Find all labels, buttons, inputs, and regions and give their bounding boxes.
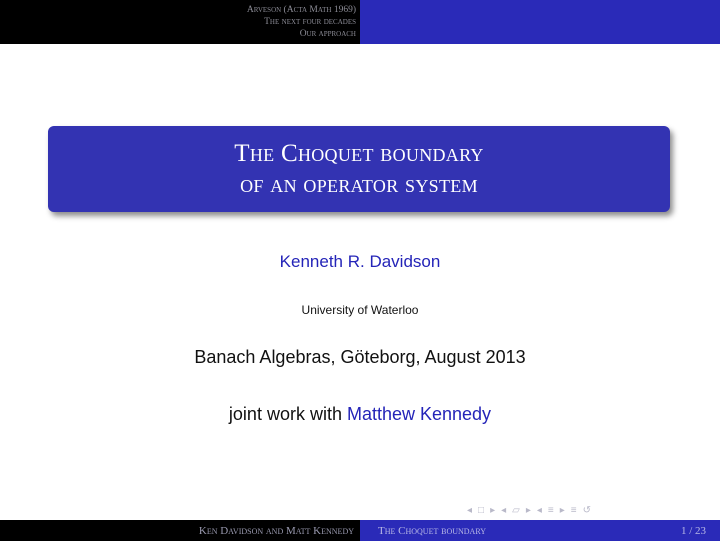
collaborator-name: Matthew Kennedy [346, 404, 492, 424]
search-icon[interactable]: ↺ [582, 504, 592, 516]
section-icon[interactable]: ≡ [547, 504, 554, 516]
event-date: Banach Algebras, Göteborg, August 2013 [194, 347, 526, 367]
section-nav [0, 0, 360, 44]
section-forward-icon[interactable]: ▸ [559, 504, 565, 516]
navigation-symbols [467, 503, 591, 517]
nav-section-our-approach[interactable]: Our approach [299, 29, 356, 39]
nav-section-arveson[interactable]: Arveson (Acta Math 1969) [246, 5, 356, 15]
subsection-forward-icon[interactable]: ▸ [525, 504, 531, 516]
institute: University of Waterloo [301, 303, 419, 317]
title-box [48, 126, 670, 212]
frame-forward-icon[interactable]: ▸ [490, 504, 496, 516]
subsection-icon[interactable]: ▱ [512, 504, 520, 516]
joint-work-prefix: joint work with [228, 404, 347, 424]
section-back-icon[interactable]: ◂ [536, 504, 542, 516]
title-line-1: The Choquet boundary [234, 140, 484, 167]
subsection-back-icon[interactable]: ◂ [501, 504, 507, 516]
headline-right-panel [360, 0, 720, 44]
document-icon[interactable]: ≡ [570, 504, 577, 516]
page-number: 1 / 23 [680, 524, 706, 537]
nav-section-next-decades[interactable]: The next four decades [264, 17, 356, 27]
footline [0, 520, 720, 541]
frame-icon[interactable]: □ [478, 504, 485, 516]
frame-back-icon[interactable]: ◂ [467, 504, 473, 516]
footline-left [0, 520, 360, 541]
footline-authors: Ken Davidson and Matt Kennedy [198, 524, 354, 537]
headline-bar [0, 0, 720, 44]
author-name: Kenneth R. Davidson [279, 252, 441, 271]
title-line-2: of an operator system [240, 171, 478, 198]
footline-right [360, 520, 720, 541]
footline-title: The Choquet boundary [378, 524, 486, 537]
joint-work-line [0, 404, 720, 425]
